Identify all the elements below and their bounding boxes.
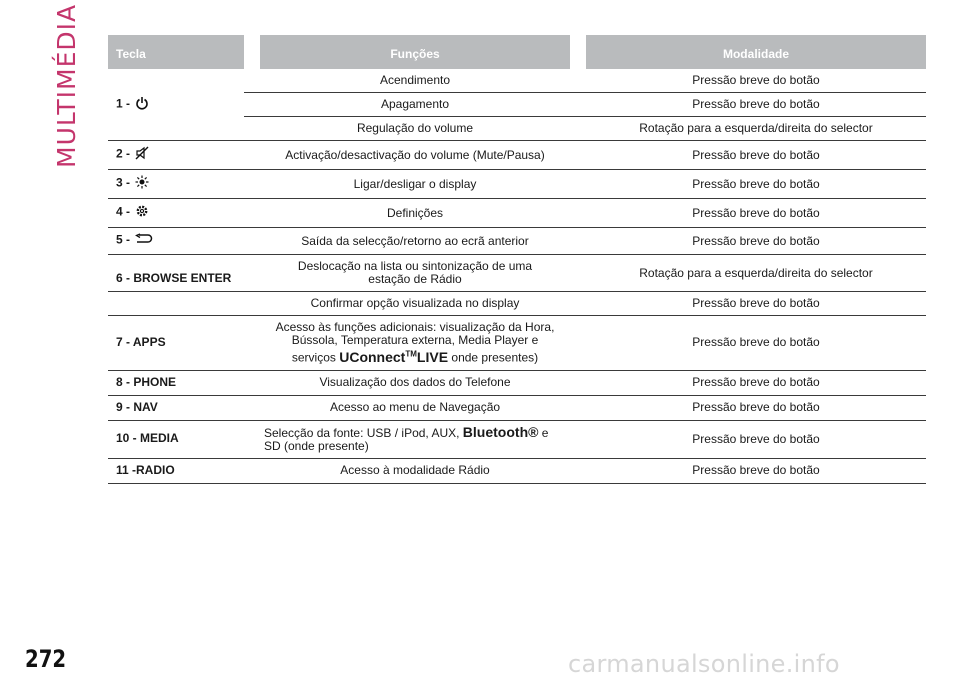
uconnect-brand: UConnect™LIVE bbox=[339, 348, 449, 365]
table-row bbox=[108, 255, 926, 292]
header-key: Tecla bbox=[108, 35, 244, 69]
function-cell: Acesso à modalidade Rádio bbox=[260, 458, 570, 483]
key-cell: 10 - MEDIA bbox=[108, 420, 244, 458]
brightness-icon bbox=[135, 175, 149, 192]
function-cell: Deslocação na lista ou sintonização de uma estação de Rádio bbox=[260, 255, 570, 292]
mute-icon bbox=[135, 146, 149, 163]
mode-cell: Pressão breve do botão bbox=[586, 370, 926, 395]
mode-cell: Pressão breve do botão bbox=[586, 69, 926, 93]
key-cell: 11 -RADIO bbox=[108, 458, 244, 483]
mode-cell: Pressão breve do botão bbox=[586, 170, 926, 199]
function-cell: Acendimento bbox=[260, 69, 570, 93]
function-cell: Regulação do volume bbox=[260, 117, 570, 141]
mode-cell: Pressão breve do botão bbox=[586, 395, 926, 420]
power-icon bbox=[135, 96, 149, 113]
function-cell: Apagamento bbox=[260, 93, 570, 117]
function-cell: Visualização dos dados do Telefone bbox=[260, 370, 570, 395]
mode-cell: Pressão breve do botão bbox=[586, 292, 926, 316]
mode-cell: Pressão breve do botão bbox=[586, 458, 926, 483]
key-cell: 2 - bbox=[108, 141, 244, 170]
key-cell: 3 - bbox=[108, 170, 244, 199]
table-row bbox=[108, 420, 926, 458]
back-arrow-icon bbox=[135, 233, 153, 248]
mode-cell: Rotação para a esquerda/direita do selector bbox=[586, 255, 926, 292]
table-row bbox=[108, 458, 926, 483]
table-row bbox=[108, 395, 926, 420]
key-cell: 8 - PHONE bbox=[108, 370, 244, 395]
mode-cell: Pressão breve do botão bbox=[586, 93, 926, 117]
header-mode: Modalidade bbox=[586, 35, 926, 69]
watermark: carmanualsonline.info bbox=[568, 650, 840, 678]
table-row bbox=[108, 199, 926, 228]
table-row bbox=[108, 170, 926, 199]
table-row bbox=[108, 370, 926, 395]
bluetooth-brand: Bluetooth® bbox=[462, 423, 539, 440]
mode-cell: Rotação para a esquerda/direita do selector bbox=[586, 117, 926, 141]
table-row bbox=[108, 316, 926, 371]
function-cell: Selecção da fonte: USB / iPod, AUX, Bluetooth® e SD (onde presente) bbox=[260, 420, 570, 458]
key-cell: 9 - NAV bbox=[108, 395, 244, 420]
section-title: MULTIMÉDIA bbox=[52, 3, 81, 168]
key-cell: 4 - bbox=[108, 199, 244, 228]
header-functions: Funções bbox=[260, 35, 570, 69]
gear-icon bbox=[135, 204, 149, 221]
function-cell: Definições bbox=[260, 199, 570, 228]
mode-cell: Pressão breve do botão bbox=[586, 316, 926, 371]
function-cell: Acesso ao menu de Navegação bbox=[260, 395, 570, 420]
mode-cell: Pressão breve do botão bbox=[586, 199, 926, 228]
mode-cell: Pressão breve do botão bbox=[586, 228, 926, 255]
keys-table bbox=[108, 35, 926, 484]
function-cell: Acesso às funções adicionais: visualização da Hora, Bússola, Temperatura externa, Media Player e serviços UConnect™LIVE onde presentes) bbox=[260, 316, 570, 371]
table-header-row bbox=[108, 35, 926, 69]
table-row bbox=[108, 69, 926, 93]
function-cell: Saída da selecção/retorno ao ecrã anterior bbox=[260, 228, 570, 255]
function-cell: Ligar/desligar o display bbox=[260, 170, 570, 199]
mode-cell: Pressão breve do botão bbox=[586, 141, 926, 170]
table-row bbox=[108, 228, 926, 255]
key-cell: 5 - bbox=[108, 228, 244, 255]
key-cell: 1 - bbox=[108, 69, 244, 141]
function-cell: Activação/desactivação do volume (Mute/Pausa) bbox=[260, 141, 570, 170]
key-cell: 7 - APPS bbox=[108, 316, 244, 371]
page-number: 272 bbox=[25, 645, 67, 673]
mode-cell: Pressão breve do botão bbox=[586, 420, 926, 458]
key-cell: 6 - BROWSE ENTER bbox=[108, 255, 244, 292]
table-row bbox=[108, 141, 926, 170]
function-cell: Confirmar opção visualizada no display bbox=[260, 292, 570, 316]
table-row bbox=[108, 292, 926, 316]
